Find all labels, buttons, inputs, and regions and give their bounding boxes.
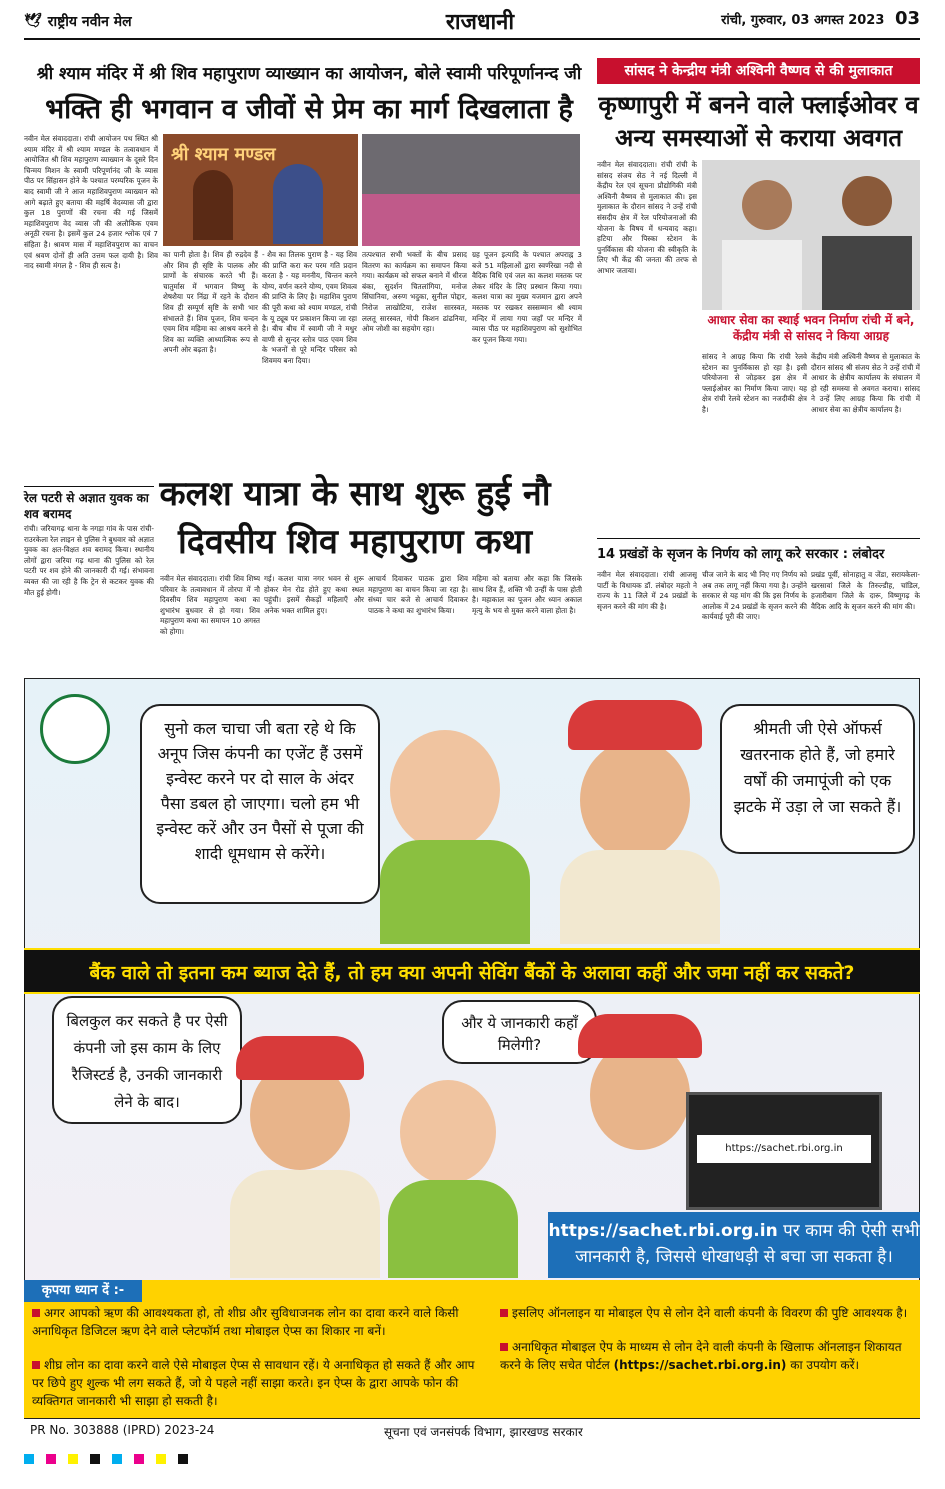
story2-headline: रेल पटरी से अज्ञात युवक का शव बरामद	[24, 491, 149, 521]
note-url[interactable]: (https://sachet.rbi.org.in)	[613, 1358, 787, 1372]
man-face	[580, 740, 690, 860]
story4-body3: केंद्रीय मंत्री अश्विनी वैष्णव से मुलाकात के दौरान सांसद श्री संजय सेठ ने उन्हें रांची में आधार के क्षेत्रीय कार्यालय के संचालन में हो रही समस्या से अवगत कराया। सांसद ने उन्हें लिए आग्रह किया कि रांची में आधार सेवा का क्षेत्रीय कार्यालय है।	[811, 352, 920, 414]
woman2-saree	[388, 1180, 518, 1278]
man2-kurta	[230, 1170, 380, 1278]
bullet-icon	[500, 1309, 508, 1317]
bird-logo-icon: 🕊	[24, 13, 42, 29]
story4-caption: आधार सेवा का स्थाई भवन निर्माण रांची में बने, केंद्रीय मंत्री से सांसद ने किया आग्रह	[702, 312, 920, 348]
story1-col4: तत्पश्चात सभी भक्तों के बीच प्रसाद वितरण का कार्यक्रम का समापन किया गया। कार्यक्रम को सफल बनाने में धीरज बंका, सुदर्शन चितलांगिया, मनोज सिंघानिया, अरुण भदुका, सुनील पोद्दार, निरोज लाखोटिया, राजेश सारस्वत, ललतू सारस्वत, गोपी किशन ढांढनिया, ओम जोशी का सहयोग रहा।	[362, 250, 467, 334]
issuer: सूचना एवं जनसंपर्क विभाग, झारखण्ड सरकार	[384, 1425, 583, 1439]
color-swatch	[156, 1454, 166, 1464]
deity-figure	[273, 164, 323, 244]
woman-face	[390, 730, 500, 850]
woman-saree	[380, 840, 530, 944]
person-face	[742, 180, 792, 230]
color-swatch	[178, 1454, 188, 1464]
ad-footer	[24, 1418, 920, 1442]
pr-number: PR No. 303888 (IPRD) 2023-24	[30, 1423, 215, 1437]
man-kurta	[560, 850, 720, 944]
bullet-icon	[32, 1361, 40, 1369]
laptop-icon	[686, 1092, 882, 1210]
audience-figure	[362, 194, 580, 246]
story3-col3: आचार्य दिवाकर पाठक द्वारा शिव महापुराण का वाचन किया जा रहा है। संध्या चार बजे से आचार्य दिवाकर पाठक ने कथा का शुभारंभ किया।	[368, 574, 468, 615]
note-item-4: अनाधिकृत मोबाइल ऐप के माध्यम से लोन देने वाली कंपनी के खिलाफ ऑनलाइन शिकायत करने के लिए सचेत पोर्टल (https://sachet.rbi.org.in) का उपयोग करें।	[500, 1340, 902, 1372]
print-color-strip	[24, 1452, 920, 1466]
photo-banner-text: श्री श्याम मण्डल	[171, 144, 276, 165]
man2-turban	[236, 1036, 364, 1080]
speech-bubble-wife-2: और ये जानकारी कहाँ मिलेगी?	[442, 1000, 597, 1064]
sachet-callout: https://sachet.rbi.org.in पर काम की ऐसी सभी जानकारी है, जिससे धोखाधड़ी से बचा जा सकता है।	[548, 1212, 920, 1278]
story1-headline: भक्ति ही भगवान व जीवों से प्रेम का मार्ग दिखलाता है	[45, 94, 573, 125]
story3-col4: महिमा को बताया और कहा कि जिसके साथ शिव हैं, शक्ति भी उन्हीं के पास होती है। महाकाल का पूजन और ध्यान अकाल मृत्यु के भय से मुक्त करने वाला होता है।	[472, 574, 582, 615]
story2-body: रांची। जरियागढ़ थाना के नगड़ा गांव के पास रांची-राउरकेला रेल लाइन से पुलिस ने बुधवार को अज्ञात युवक का क्षत-विक्षत शव बरामद किया। स्थानीय लोगों द्वारा जरिया गढ़ थाना की पुलिस को रेल पटरी पर शव होने की जानकारी दी गई। संभावना व्यक्त की जा रही है कि ट्रेन से कटकर युवक की मौत हुई होगी।	[24, 524, 154, 597]
story4-body2: सांसद ने आग्रह किया कि रांची रेलवे स्टेशन का पुनर्विकास हो रहा है। इसी परियोजना से जोड़कर इस क्षेत्र में फ्लाईओवर का निर्माण किया जाए। यह क्षेत्र रांची रेलवे स्टेशन का नजदीकी क्षेत्र है।	[702, 352, 807, 414]
story4-kicker: सांसद ने केन्द्रीय मंत्री अश्विनी वैष्णव से की मुलाकात	[597, 58, 920, 84]
story1-kicker: श्री श्याम मंदिर में श्री शिव महापुराण व्याख्यान का आयोजन, बोले स्वामी परिपूर्णानन्द जी	[36, 64, 582, 84]
divider	[597, 538, 920, 539]
story5-col3: प्रखंड पूर्वी, सोनाहातु व जेंडा, सरायकेला-खरसावां जिले के तिरुल्डीह, चांडिल, हजारीबाग जिले के दारू, विष्णुगढ़ के वैदिक आदि के सृजन करने की मांग की।	[811, 570, 920, 611]
speech-bubble-wife: सुनो कल चाचा जी बता रहे थे कि अनूप जिस कंपनी का एजेंट हैं उसमें इन्वेस्ट करने पर दो साल के अंदर पैसा डबल हो जाएगा। चलो हम भी इन्वेस्ट करें और उन पैसों से पूजा की शादी धूमधाम से करेंगे।	[140, 704, 380, 904]
color-swatch	[90, 1454, 100, 1464]
story1-col1: नवीन मेल संवाददाता। रांची आयोजन पथ स्थित श्री श्याम मंदिर में श्री श्याम मण्डल के तत्वावधान में आयोजित श्री शिव महापुराण व्याख्यान के दूसरे दिन चिन्मय मिशन के स्वामी परिपूर्णानंद जी के व्यास पीठ पर सिंहासन होने के पश्चात परम्परिक पूजन के बाद स्वामी जी ने आज महाशिवपुराण व्याख्यान को आगे बढ़ाते हुए बताया की महर्षि वेदव्यास जी द्वारा कुल 18 पुराणों की रचना की गई जिसमें महाशिवपुराण वेद व्यास जी की अलौकिक एवम अनूठी रचना है। इसमें कुल 24 हजार श्लोक एवं 7 संहिता है। श्रावण मास में महाशिवपुराण का वाचन एवं श्रवण दोनों ही अति उत्तम फल दायी है। शिव नाद स्वामी मंगल है - शिव ही सत्य है।	[24, 134, 158, 271]
masthead-rule	[24, 38, 920, 40]
bullet-icon	[32, 1309, 40, 1317]
color-swatch	[24, 1454, 34, 1464]
dateline: रांची, गुरुवार, 03 अगस्त 2023 03	[721, 8, 920, 29]
story5-headline: 14 प्रखंडों के सृजन के निर्णय को लागू करे सरकार : लंबोदर	[597, 547, 885, 562]
story1-photo1	[163, 134, 358, 246]
man-turban	[568, 700, 702, 750]
story3-col2: गई। कलश यात्रा नगर भवन से शुरू होकर मेन रोड होते हुए कथा स्थल पहुंची। इसमें सैकड़ों महिलाएँ और अनेक भक्त शामिल हुए।	[264, 574, 364, 615]
laptop-url: https://sachet.rbi.org.in	[697, 1135, 871, 1163]
person-body	[822, 236, 912, 310]
page-number: 03	[894, 8, 920, 29]
speech-bubble-husband: श्रीमती जी ऐसे ऑफर्स खतरनाक होते हैं, जो हमारे वर्षों की जमापूंजी को एक झटके में उड़ा ले जा सकते हैं।	[720, 704, 915, 854]
story1-col2: का पानी होता है। शिव ही रुद्रदेव हैं और शिव ही सृष्टि के पालक और प्राणों के संचारक करते भी हैं। चातुर्मास में भगवान विष्णु के शेषशैया पर निंद्रा में रहने के दौरान शिव ही सम्पूर्ण सृष्टि के सभी भार संभालते हैं। शिव पूजन, शिव चन्दन एवम शिव महिमा का आश्रय करने से शिव का व्यक्ति आध्यात्मिक रूप से अपनी ओर बढ़ता है।	[163, 250, 258, 355]
color-swatch	[134, 1454, 144, 1464]
man3-turban	[578, 1014, 702, 1058]
paper-name: 🕊 राष्ट्रीय नवीन मेल	[24, 13, 132, 30]
story4-photo	[702, 160, 920, 310]
color-swatch	[112, 1454, 122, 1464]
story1-col5: ग्रह पूजन इत्यादि के पश्चात अपराह्न 3 बजे 51 महिलाओं द्वारा स्वर्णरेखा नदी से वैदिक विधि एवं जल का कलश मस्तक पर लेकर मंदिर के लिए प्रस्थान किया गया। कलश यात्रा का मुख्य यजमान द्वारा अपने मस्तक पर रखकर सस्सम्मान श्री श्याम मन्दिर में लाया गया जहाँ पर मन्दिर में व्यास पीठ पर महाशिवपुराण को सुशोभित कर पूजन किया गया।	[472, 250, 582, 344]
note-item-1: अगर आपको ऋण की आवश्यकता हो, तो शीघ्र और सुविधाजनक लोन का दावा करने वाले किसी अनाधिकृत डिजिटल ऋण देने वाले प्लेटफॉर्म तथा मोबाइल ऐप्स का शिकार ना बनें।	[32, 1306, 459, 1338]
color-swatch	[68, 1454, 78, 1464]
note-item-3: इसलिए ऑनलाइन या मोबाइल ऐप से लोन देने वाली कंपनी के विवरण की पुष्टि आवश्यक है।	[500, 1304, 912, 1334]
ad-banner: बैंक वाले तो इतना कम ब्याज देते हैं, तो हम क्या अपनी सेविंग बैंकों के अलावा कहीं और जमा नहीं कर सकते?	[24, 948, 920, 994]
woman2-face	[400, 1080, 496, 1184]
jharkhand-emblem-icon	[40, 694, 110, 764]
story1-col3: - शैव का तिलक पुराण है - यह शिव की प्राप्ति करा कर परम गति प्रदान करता है - यह मननीय, चिन्तन करने योग्य, वर्णन करने योग्य, एवम शिवत्व की प्राप्ति के लिए है। महाशिव पुराण की पूरी कथा को श्याम मण्डल, रांची के यू ट्यूब पर प्रकाशन किया जा रहा है। बीच बीच में स्वामी जी ने मधुर वाणी से सुन्दर स्तोत्र पाठ एवम शिव के भजनों से पूरे मन्दिर परिसर को शिवमय बना दिया।	[262, 250, 357, 365]
story3-col1: नवीन मेल संवाददाता। रांची शिव शिष्य परिवार के तत्वावधान में तोरपा में नौ दिवसीय शिव महापुराण कथा का शुभारंभ बुधवार से हो गया। शिव महापुराण कथा का समापन 10 अगस्त को होगा।	[160, 574, 260, 636]
section-title: राजधानी	[445, 10, 515, 35]
person-body	[722, 240, 802, 310]
story5-col1: नवीन मेल संवाददाता। रांची आजसू पार्टी के विधायक डॉ. लंबोदर महतो ने राज्य के 11 जिले में 24 प्रखंडों के सृजन करने की मांग की है।	[597, 570, 697, 611]
story5-col2: चीज जाने के बाद भी निए गए निर्णय को अब तक लागू नहीं किया गया है। उन्होंने सरकार से यह मांग की कि इस निर्णय के आलोक में 24 प्रखंडों के सृजन करने की कार्यवाई पूरी की जाए।	[702, 570, 807, 622]
story1-photo2	[362, 134, 580, 246]
bullet-icon	[500, 1343, 508, 1351]
speech-bubble-agent: बिलकुल कर सकते है पर ऐसी कंपनी जो इस काम के लिए रैजिस्टर्ड है, उनकी जानकारी लेने के बाद।	[52, 996, 242, 1124]
note-item-2: शीघ्र लोन का दावा करने वाले ऐसे मोबाइल ऐप्स से सावधान रहें। ये अनाधिकृत हो सकते हैं और आप पर छिपे हुए शुल्क भी लग सकते हैं, जो ये पहले नहीं साझा करते। इन ऐप्स के द्वारा आपके फोन की व्यक्तिगत जानकारी भी साझा हो सकती है।	[32, 1358, 475, 1408]
sachet-url[interactable]: https://sachet.rbi.org.in	[548, 1221, 778, 1241]
story4-body: नवीन मेल संवाददाता। रांची रांची के सांसद संजय सेठ ने नई दिल्ली में केंद्रीय रेल एवं सूचना प्रौद्योगिकी मंत्री अश्विनी वैष्णव से मुलाकात की। इस मुलाकात के दौरान सांसद ने उन्हें रांची संसदीय क्षेत्र में रेल परियोजनाओं की योजना के विषय में धन्यवाद कहा। हटिया और पिस्का स्टेशन के पुनर्विकास की योजना की स्वीकृति के लिए भी केंद्र की जनता की तरफ से आभार जताया।	[597, 160, 697, 275]
note-title: कृपया ध्यान दें :-	[24, 1280, 142, 1302]
speaker-figure	[193, 170, 233, 240]
person-face	[842, 176, 892, 226]
color-swatch	[46, 1454, 56, 1464]
story3-headline: कलश यात्रा के साथ शुरू हुई नौ दिवसीय शिव महापुराण कथा	[159, 474, 551, 562]
story4-headline: कृष्णापुरी में बनने वाले फ्लाईओवर व अन्य समस्याओं से कराया अवगत	[598, 90, 919, 152]
